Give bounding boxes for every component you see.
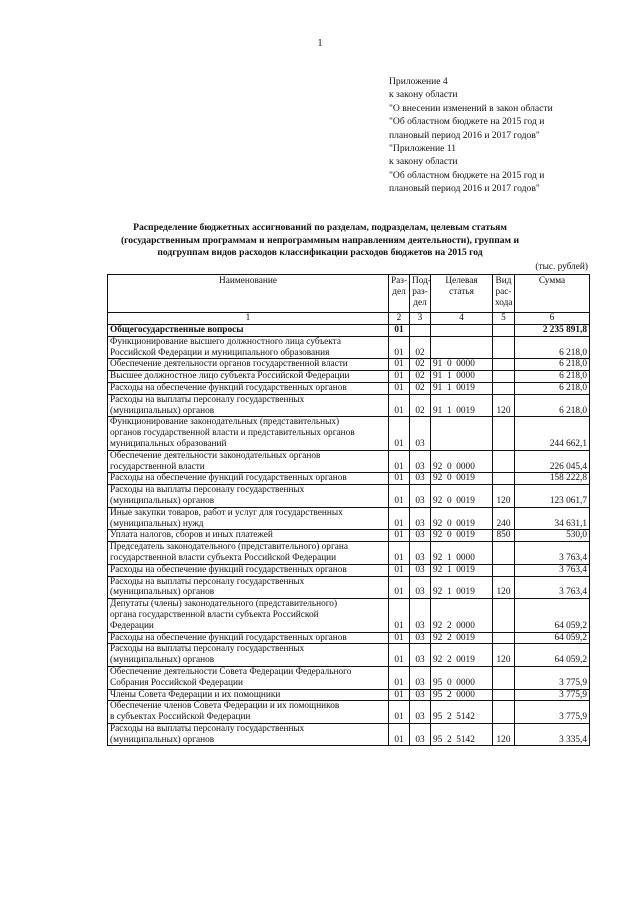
cell-name-line: (муниципальных) органов [110,587,215,598]
cell-name [108,723,389,746]
cell-vr: 850 [493,530,515,542]
cell-name-line: Обеспечение деятельности Совета Федерации Федерального [110,666,352,677]
cell-podrazdel [410,325,431,337]
cell-podrazdel: 03 [410,576,431,599]
table-row [108,359,590,371]
table-row [108,542,590,565]
cell-name-line: Расходы на выплаты персоналу государственных [110,723,305,734]
cell-sum: 6 218,0 [515,371,590,383]
cell-razdel: 01 [389,530,410,542]
cell-name [108,576,389,599]
cell-name-line: (муниципальных) органов [110,655,215,666]
cell-name-line: органа государственной власти субъекта Российской [110,609,319,620]
cell-name-line: в субъектах Российской Федерации [110,712,251,723]
cell-razdel: 01 [389,485,410,508]
cell-cs: 95 2 5142 [431,723,493,746]
header-vr-line: хода [495,297,513,308]
cell-name-line: Собрания Российской Федерации [110,677,243,688]
header-cs-line: Целевая [445,276,478,286]
cell-cs: 95 2 5142 [431,701,493,724]
header-razdel-line: Раз- [391,276,408,286]
cell-name-line: Иные закупки товаров, работ и услуг для государственных [110,507,343,518]
cell-vr [493,666,515,689]
table-row [108,530,590,542]
cell-sum: 158 222,8 [515,473,590,485]
cell-name [108,382,389,394]
cell-cs: 91 1 0019 [431,394,493,417]
cell-razdel: 01 [389,666,410,689]
cell-name-line: Расходы на обеспечение функций государственных органов [110,632,347,643]
cell-name [108,371,389,383]
cell-name [108,450,389,473]
cell-razdel: 01 [389,632,410,644]
cell-cs: 91 1 0019 [431,382,493,394]
table-row [108,394,590,417]
cell-razdel: 01 [389,644,410,667]
table-row [108,564,590,576]
appendix-line: плановый период 2016 и 2017 годов" [389,129,540,141]
cell-sum: 6 218,0 [515,359,590,371]
cell-name-line: Расходы на обеспечение функций государственных органов [110,473,347,484]
cell-name [108,599,389,632]
cell-vr [493,564,515,576]
cell-cs [431,336,493,359]
cell-name-line: Высшее должностное лицо субъекта Российской Федерации [110,371,350,382]
cell-sum: 3 775,9 [515,666,590,689]
cell-vr [493,382,515,394]
cell-podrazdel: 03 [410,599,431,632]
table-row [108,644,590,667]
cell-name-line: (муниципальных) органов [110,405,215,416]
table-row [108,666,590,689]
column-number: 6 [515,313,590,325]
appendix-line: "Об областном бюджете на 2015 год и [389,169,545,181]
cell-vr [493,542,515,565]
table-row [108,701,590,724]
appendix-line: "Об областном бюджете на 2015 год и [389,116,545,128]
cell-cs [431,417,493,450]
cell-cs: 92 1 0000 [431,542,493,565]
table-row [108,485,590,508]
cell-cs: 95 2 0000 [431,689,493,701]
header-vr [493,275,515,313]
cell-cs: 92 2 0019 [431,632,493,644]
cell-vr [493,689,515,701]
budget-table-body [108,325,590,746]
page-number: 1 [317,38,323,49]
cell-name [108,701,389,724]
cell-cs: 92 0 0019 [431,507,493,530]
budget-table [107,274,590,746]
header-razdel-line: дел [392,286,406,297]
cell-sum: 530,0 [515,530,590,542]
cell-podrazdel: 03 [410,485,431,508]
cell-sum: 6 218,0 [515,336,590,359]
table-row [108,689,590,701]
cell-name [108,325,389,337]
cell-vr [493,701,515,724]
cell-name-line: органов государственной власти и представительных органов [110,428,355,439]
cell-sum: 244 662,1 [515,417,590,450]
cell-vr: 120 [493,576,515,599]
table-row [108,382,590,394]
cell-name-line: (муниципальных) органов [110,734,215,745]
header-name: Наименование [108,275,389,313]
cell-name-line: Обеспечение членов Совета Федерации и их помощников [110,701,340,712]
cell-sum: 64 059,2 [515,644,590,667]
cell-cs: 92 0 0019 [431,530,493,542]
table-row [108,325,590,337]
cell-name [108,666,389,689]
appendix-line: "Приложение 11 [389,143,457,155]
header-podrazdel [410,275,431,313]
table-row [108,576,590,599]
cell-cs: 91 1 0000 [431,371,493,383]
cell-podrazdel: 03 [410,701,431,724]
cell-vr: 240 [493,507,515,530]
cell-podrazdel: 03 [410,542,431,565]
cell-podrazdel: 03 [410,473,431,485]
table-row [108,417,590,450]
header-podrazdel-line: дел [413,297,427,308]
cell-razdel: 01 [389,394,410,417]
cell-vr: 120 [493,485,515,508]
cell-sum: 34 631,1 [515,507,590,530]
cell-razdel: 01 [389,701,410,724]
cell-name-line: Функционирование высшего должностного лица субъекта [110,336,341,347]
cell-sum: 6 218,0 [515,382,590,394]
cell-razdel: 01 [389,576,410,599]
cell-vr [493,336,515,359]
cell-razdel: 01 [389,599,410,632]
cell-razdel: 01 [389,689,410,701]
appendix-line: плановый период 2016 и 2017 годов" [389,183,540,195]
cell-name [108,632,389,644]
cell-name-line: Функционирование законодательных (представительных) [110,417,340,428]
appendix-line: к закону области [389,156,458,168]
cell-cs: 92 1 0019 [431,564,493,576]
cell-name-line: Федерации [110,620,154,631]
cell-razdel: 01 [389,507,410,530]
table-row [108,371,590,383]
cell-name-line: (муниципальных) нужд [110,518,204,529]
cell-cs [431,325,493,337]
cell-cs: 92 0 0019 [431,485,493,508]
cell-name-line: Депутаты (члены) законодательного (представительного) [110,599,338,610]
cell-sum: 123 061,7 [515,485,590,508]
cell-name-line: Обеспечение деятельности органов государственной власти [110,359,348,370]
cell-razdel: 01 [389,564,410,576]
cell-podrazdel: 03 [410,632,431,644]
appendix-reference [389,75,619,196]
cell-name [108,394,389,417]
cell-name [108,507,389,530]
cell-name [108,542,389,565]
cell-name-line: Члены Совета Федерации и их помощники [110,689,281,700]
cell-name [108,417,389,450]
table-row [108,507,590,530]
cell-name-line: государственной власти [110,461,205,472]
cell-name-line: Общегосударственные вопросы [110,325,244,335]
cell-podrazdel: 02 [410,336,431,359]
header-podrazdel-line: раз- [412,286,428,297]
cell-podrazdel: 03 [410,666,431,689]
table-row [108,632,590,644]
cell-sum: 3 763,4 [515,564,590,576]
cell-sum: 3 763,4 [515,576,590,599]
cell-podrazdel: 02 [410,359,431,371]
cell-cs: 92 2 0019 [431,644,493,667]
cell-name-line: Расходы на обеспечение функций государственных органов [110,564,347,575]
cell-name-line: Обеспечение деятельности законодательных органов [110,450,321,461]
cell-razdel: 01 [389,359,410,371]
cell-podrazdel: 03 [410,689,431,701]
header-razdel [389,275,410,313]
cell-razdel: 01 [389,382,410,394]
header-podrazdel-line: Под- [412,276,431,286]
cell-podrazdel: 03 [410,530,431,542]
header-vr-line: рас- [495,286,512,297]
column-number: 5 [493,313,515,325]
header-cs-line: статья [449,286,474,297]
column-number-row [108,313,590,325]
column-number: 3 [410,313,431,325]
cell-name [108,473,389,485]
appendix-line: Приложение 4 [389,76,448,87]
cell-podrazdel: 02 [410,394,431,417]
cell-sum: 226 045,4 [515,450,590,473]
cell-razdel: 01 [389,417,410,450]
cell-name [108,336,389,359]
cell-vr [493,632,515,644]
cell-name-line: государственной власти субъекта Российской Федерации [110,552,337,563]
column-number: 2 [389,313,410,325]
cell-podrazdel: 03 [410,507,431,530]
cell-cs: 92 2 0000 [431,599,493,632]
column-number: 4 [431,313,493,325]
table-row [108,473,590,485]
cell-razdel: 01 [389,542,410,565]
cell-vr: 120 [493,723,515,746]
cell-razdel: 01 [389,371,410,383]
cell-name-line: Расходы на обеспечение функций государственных органов [110,382,347,393]
appendix-line: "О внесении изменений в закон области [389,102,553,114]
cell-podrazdel: 03 [410,644,431,667]
cell-razdel: 01 [389,723,410,746]
column-number: 1 [108,313,389,325]
cell-podrazdel: 02 [410,371,431,383]
cell-sum: 64 059,2 [515,632,590,644]
cell-name-line: Председатель законодательного (представительного) органа [110,542,348,553]
cell-vr [493,325,515,337]
cell-razdel: 01 [389,336,410,359]
cell-name-line: Расходы на выплаты персоналу государственных [110,485,305,496]
cell-podrazdel: 03 [410,450,431,473]
header-cs [431,275,493,313]
units-label: (тыс. рублей) [535,262,588,272]
cell-vr: 120 [493,644,515,667]
cell-sum: 64 059,2 [515,599,590,632]
cell-name-line: Расходы на выплаты персоналу государственных [110,644,305,655]
cell-vr [493,599,515,632]
cell-sum: 3 775,9 [515,701,590,724]
cell-vr [493,417,515,450]
cell-vr [493,450,515,473]
cell-sum: 3 763,4 [515,542,590,565]
cell-sum: 3 335,4 [515,723,590,746]
cell-razdel: 01 [389,473,410,485]
table-row [108,450,590,473]
cell-name [108,530,389,542]
cell-podrazdel: 02 [410,382,431,394]
header-vr-line: Вид [495,276,512,286]
cell-vr [493,371,515,383]
cell-name [108,485,389,508]
cell-sum: 6 218,0 [515,394,590,417]
cell-podrazdel: 03 [410,417,431,450]
cell-name [108,564,389,576]
cell-sum: 2 235 891,8 [515,325,590,337]
header-sum: Сумма [515,275,590,313]
cell-cs: 91 0 0000 [431,359,493,371]
cell-vr [493,473,515,485]
cell-vr: 120 [493,394,515,417]
cell-sum: 3 775,9 [515,689,590,701]
cell-name [108,689,389,701]
table-row [108,723,590,746]
cell-cs: 92 0 0019 [431,473,493,485]
cell-cs: 92 1 0019 [431,576,493,599]
table-row [108,336,590,359]
document-title [80,222,560,260]
header-row [108,275,590,313]
cell-name-line: (муниципальных) органов [110,495,215,506]
cell-name [108,359,389,371]
title-line: Распределение бюджетных ассигнований по разделам, подразделам, целевым статьям [133,222,507,233]
title-line: (государственным программам и непрограммным направлениям деятельности), группам и [120,234,520,246]
cell-name [108,644,389,667]
cell-cs: 92 0 0000 [431,450,493,473]
cell-name-line: Расходы на выплаты персоналу государственных [110,394,305,405]
appendix-line: к закону области [389,89,458,101]
cell-name-line: муниципальных образований [110,438,227,449]
cell-razdel: 01 [389,450,410,473]
cell-name-line: Уплата налогов, сборов и иных платежей [110,530,273,541]
cell-vr [493,359,515,371]
title-line: подгруппам видов расходов классификации расходов бюджетов на 2015 год [157,247,483,258]
cell-cs: 95 0 0000 [431,666,493,689]
table-row [108,599,590,632]
cell-podrazdel: 03 [410,723,431,746]
cell-podrazdel: 03 [410,564,431,576]
cell-name-line: Российской Федерации и муниципального образования [110,347,330,358]
cell-razdel: 01 [389,325,410,337]
cell-name-line: Расходы на выплаты персоналу государственных [110,576,305,587]
